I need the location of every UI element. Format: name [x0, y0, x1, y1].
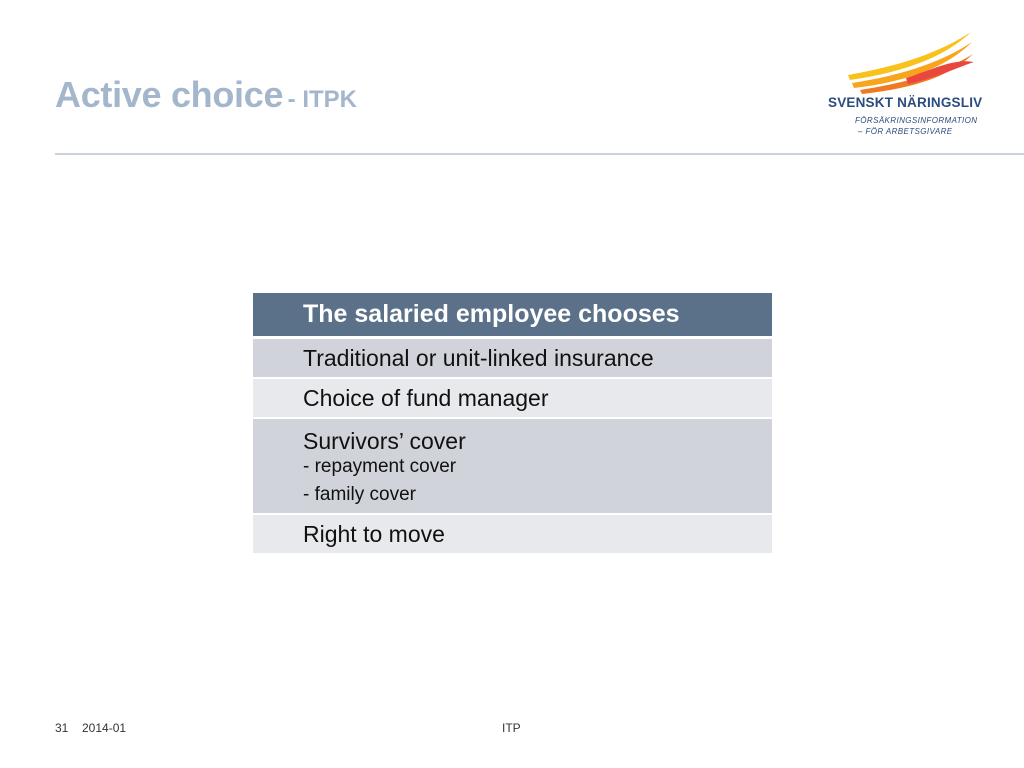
table-cell: Choice of fund manager	[303, 385, 549, 411]
table-cell: Traditional or unit-linked insurance	[303, 345, 654, 371]
table-cell: Right to move	[303, 521, 445, 547]
slide-title-main: Active choice	[55, 74, 284, 115]
footer-center-text: ITP	[502, 721, 521, 735]
logo-tagline-2: – FÖR ARBETSGIVARE	[858, 127, 953, 136]
table-row	[253, 515, 772, 553]
slide-title-sub: - ITPK	[287, 86, 357, 113]
logo-brand-name: SVENSKT NÄRINGSLIV	[828, 95, 983, 110]
logo-tagline-1: FÖRSÄKRINGSINFORMATION	[855, 116, 978, 125]
table-header: The salaried employee chooses	[253, 293, 772, 336]
footer-date: 2014-01	[82, 721, 127, 735]
table-cell-subline: - repayment cover	[303, 456, 457, 477]
table-row	[253, 419, 772, 513]
choices-table	[253, 293, 772, 555]
table-row	[253, 339, 772, 377]
title-divider	[55, 153, 1024, 155]
table-cell: Survivors’ cover	[303, 428, 466, 454]
company-logo	[826, 28, 1001, 140]
flame-wings-icon	[846, 28, 976, 94]
table-row	[253, 379, 772, 417]
slide-title	[55, 74, 357, 116]
page-number: 31	[55, 721, 69, 735]
table-cell-subline: - family cover	[303, 484, 416, 505]
